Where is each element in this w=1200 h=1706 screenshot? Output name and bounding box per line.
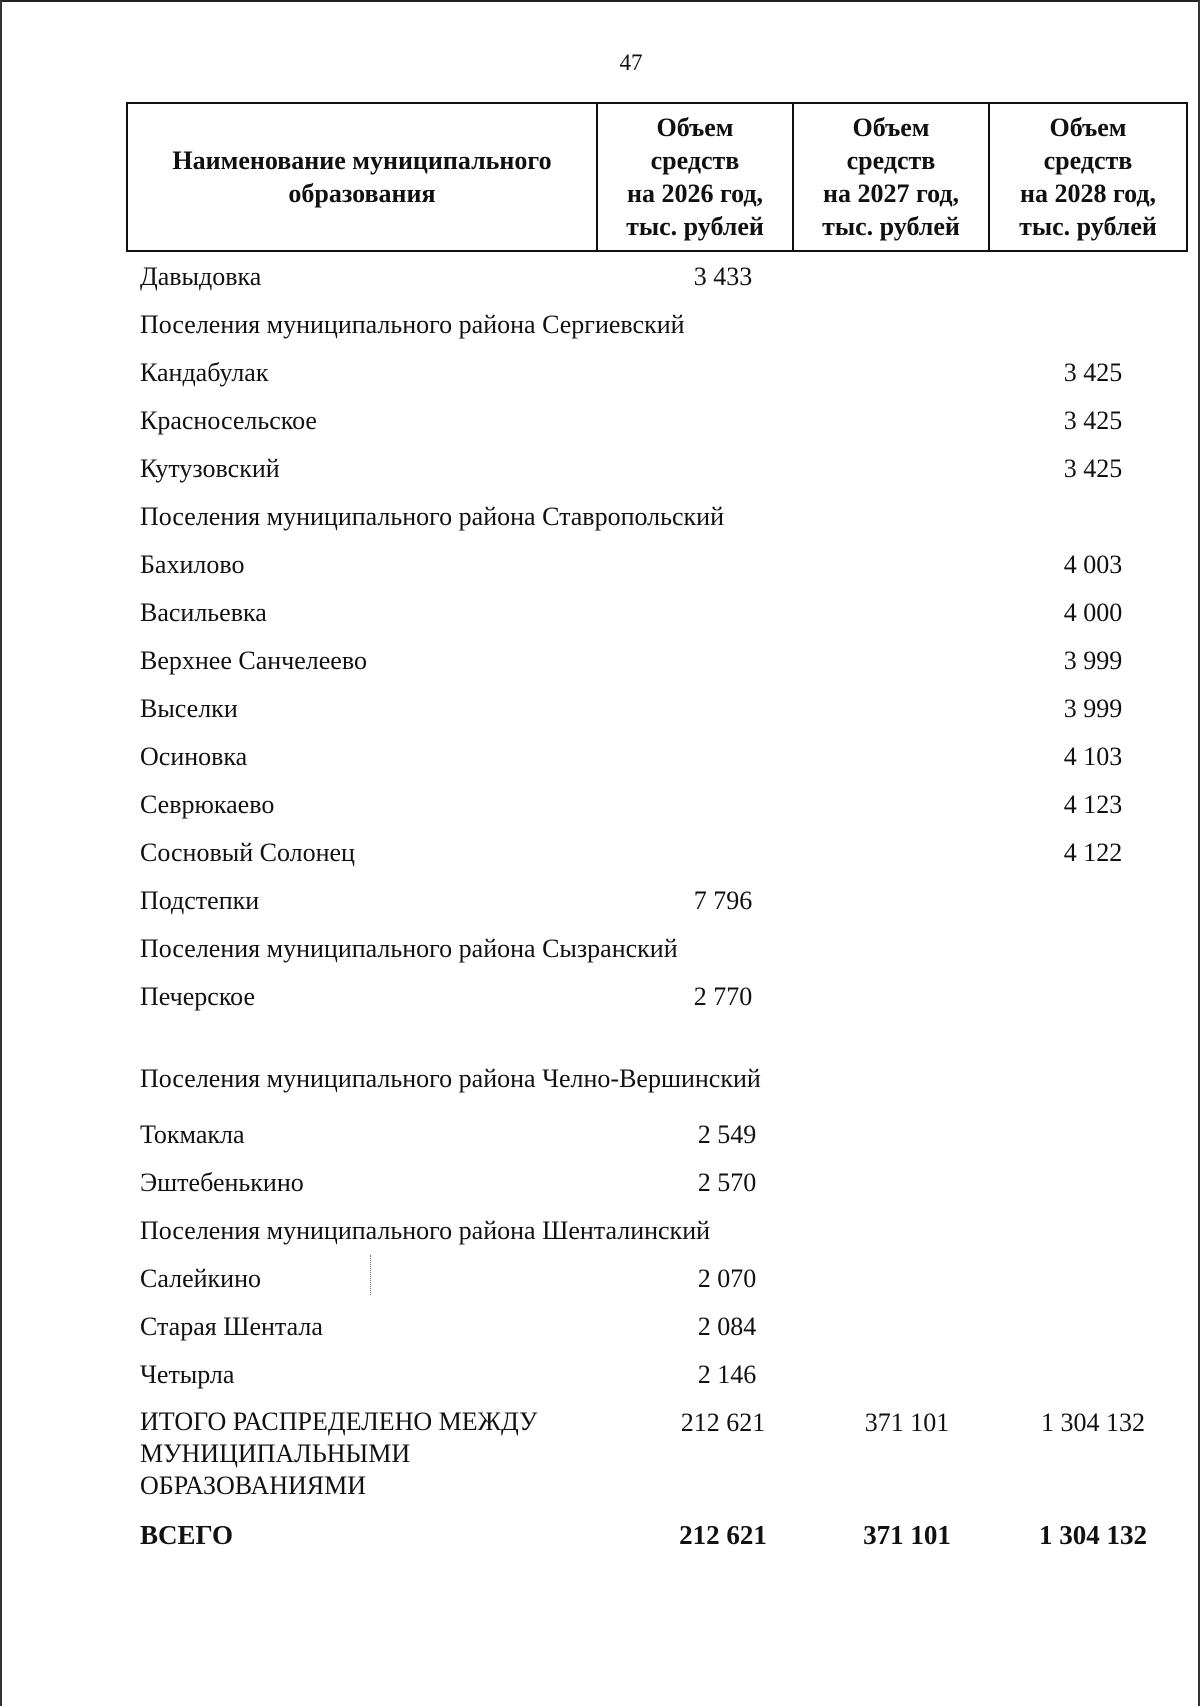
municipality-name: Салейкино <box>140 1264 261 1293</box>
table-row <box>140 836 1160 872</box>
municipality-name: Печерское <box>140 982 255 1011</box>
value-2026: 2 084 <box>697 1312 757 1341</box>
municipality-name: Сосновый Солонец <box>140 838 355 867</box>
table-row <box>140 884 1160 920</box>
total-distributed-row <box>140 1406 1160 1506</box>
header-line: на 2027 год, <box>822 179 960 208</box>
district-name: Поселения муниципального района Шенталинский <box>140 1216 711 1245</box>
table-row <box>140 1358 1160 1394</box>
grand-total-2026: 212 621 <box>679 1520 767 1550</box>
total-label-line: МУНИЦИПАЛЬНЫМИ <box>140 1439 411 1468</box>
grand-total-label: ВСЕГО <box>140 1520 234 1550</box>
table-header <box>126 102 1188 252</box>
value-2028: 4 000 <box>1063 598 1123 627</box>
total-label-line: ОБРАЗОВАНИЯМИ <box>140 1471 367 1500</box>
header-volume-2027 <box>793 103 989 251</box>
header-line: Объем <box>852 113 930 142</box>
table-row <box>140 404 1160 440</box>
municipality-name: Подстепки <box>140 886 260 915</box>
table-row <box>140 980 1160 1016</box>
value-2028: 4 122 <box>1063 838 1123 867</box>
table-row <box>140 788 1160 824</box>
table-row <box>140 1166 1160 1202</box>
header-line: тыс. рублей <box>1019 212 1157 241</box>
header-line: Наименование муниципального <box>172 146 552 175</box>
district-name: Поселения муниципального района Сызранский <box>140 934 678 963</box>
table-row <box>140 452 1160 488</box>
table-row <box>140 596 1160 632</box>
grand-total-row <box>140 1518 1160 1554</box>
total-2027: 371 101 <box>864 1408 950 1437</box>
value-2026: 3 433 <box>693 262 753 291</box>
value-2028: 4 123 <box>1063 790 1123 819</box>
table-row <box>140 1262 1160 1298</box>
district-name: Поселения муниципального района Ставропольский <box>140 502 724 531</box>
municipality-name: Эштебенькино <box>140 1168 304 1197</box>
value-2026: 2 570 <box>697 1168 757 1197</box>
header-line: тыс. рублей <box>626 212 764 241</box>
scan-top-edge <box>0 0 1200 2</box>
grand-total-2028: 1 304 132 <box>1039 1520 1147 1550</box>
value-2028: 4 103 <box>1063 742 1123 771</box>
value-2028: 3 425 <box>1063 358 1123 387</box>
value-2028: 3 999 <box>1063 646 1123 675</box>
total-2026: 212 621 <box>680 1408 766 1437</box>
municipality-name: Выселки <box>140 694 238 723</box>
header-line: средств <box>1043 146 1133 175</box>
municipality-name: Токмакла <box>140 1120 245 1149</box>
table-row <box>140 260 1160 296</box>
municipality-name: Четырла <box>140 1360 235 1389</box>
header-line: образования <box>288 179 436 208</box>
value-2026: 2 549 <box>697 1120 757 1149</box>
value-2028: 4 003 <box>1063 550 1123 579</box>
value-2028: 3 999 <box>1063 694 1123 723</box>
district-group-row <box>140 308 1160 344</box>
municipality-name: Красносельское <box>140 406 317 435</box>
district-group-row <box>140 932 1160 968</box>
municipality-name: Верхнее Санчелеево <box>140 646 367 675</box>
scan-speck <box>370 1255 374 1295</box>
header-line: тыс. рублей <box>822 212 960 241</box>
table-row <box>140 644 1160 680</box>
municipality-name: Осиновка <box>140 742 248 771</box>
value-2028: 3 425 <box>1063 406 1123 435</box>
header-volume-2026 <box>597 103 793 251</box>
table-row <box>140 1310 1160 1346</box>
grand-total-2027: 371 101 <box>863 1520 951 1550</box>
table-row <box>140 740 1160 776</box>
header-municipality-name <box>127 103 597 251</box>
value-2026: 2 146 <box>697 1360 757 1389</box>
header-line: средств <box>650 146 740 175</box>
header-volume-2028 <box>989 103 1187 251</box>
district-name: Поселения муниципального района Челно-Вершинский <box>140 1064 761 1093</box>
district-name: Поселения муниципального района Сергиевский <box>140 310 685 339</box>
page-number: 47 <box>619 50 643 75</box>
municipality-name: Кандабулак <box>140 358 269 387</box>
district-group-row <box>140 500 1160 536</box>
municipality-name: Бахилово <box>140 550 245 579</box>
table-row <box>140 548 1160 584</box>
district-group-row <box>140 1214 1160 1250</box>
table-row <box>140 692 1160 728</box>
district-group-row <box>140 1062 1160 1098</box>
value-2026: 2 070 <box>697 1264 757 1293</box>
header-line: средств <box>846 146 936 175</box>
value-2026: 7 796 <box>693 886 753 915</box>
municipality-name: Старая Шентала <box>140 1312 323 1341</box>
header-line: Объем <box>656 113 734 142</box>
municipality-name: Васильевка <box>140 598 267 627</box>
municipality-name: Севрюкаево <box>140 790 275 819</box>
table-row <box>140 356 1160 392</box>
header-line: Объем <box>1049 113 1127 142</box>
total-label-line: ИТОГО РАСПРЕДЕЛЕНО МЕЖДУ <box>140 1407 538 1436</box>
municipality-name: Кутузовский <box>140 454 280 483</box>
scan-left-edge <box>0 0 2 1706</box>
header-line: на 2028 год, <box>1019 179 1157 208</box>
total-2028: 1 304 132 <box>1041 1408 1145 1437</box>
municipality-name: Давыдовка <box>140 262 262 291</box>
header-line: на 2026 год, <box>626 179 764 208</box>
table-row <box>140 1118 1160 1154</box>
value-2026: 2 770 <box>693 982 753 1011</box>
value-2028: 3 425 <box>1063 454 1123 483</box>
